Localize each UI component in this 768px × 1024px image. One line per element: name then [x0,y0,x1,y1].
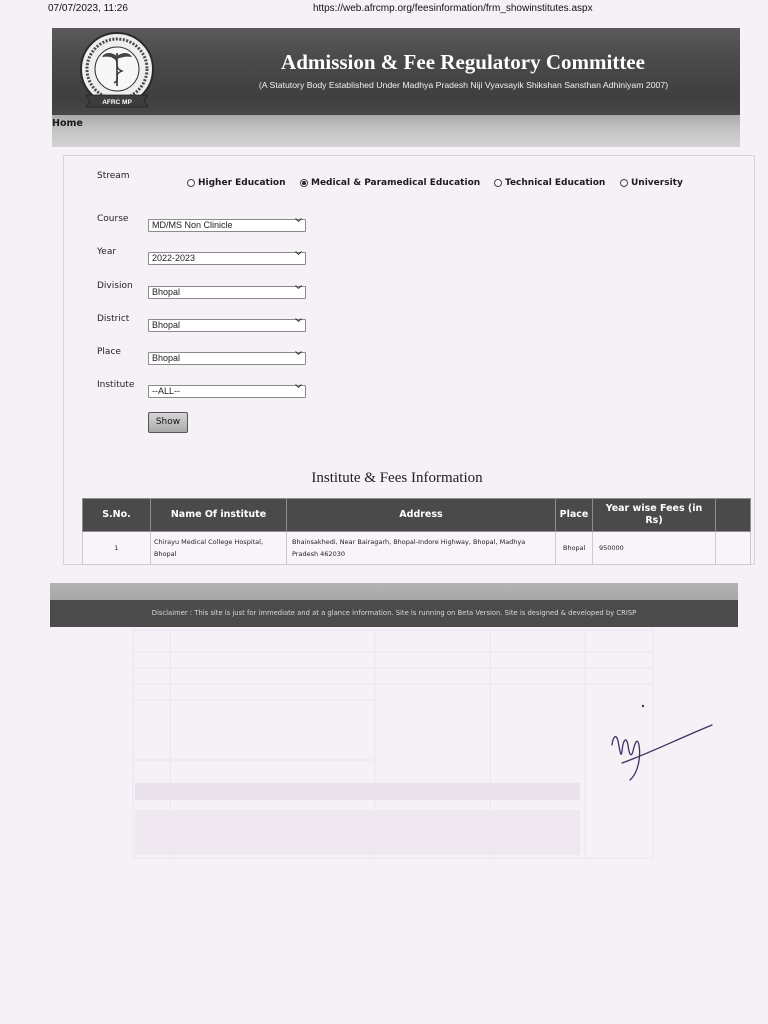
nav-home-link[interactable]: Home [52,118,83,129]
radio-button-icon[interactable] [187,179,195,187]
division-select[interactable] [148,286,306,299]
nav-bar [52,115,740,147]
print-datetime: 07/07/2023, 11:26 [48,3,128,14]
radio-button-icon[interactable] [620,179,628,187]
cell-blank [716,532,751,565]
handwritten-signature [600,695,720,787]
district-select[interactable] [148,319,306,332]
table-body [83,532,751,565]
show-button[interactable]: Show [148,412,188,433]
table-row [83,532,751,565]
chevron-down-icon[interactable] [295,251,302,255]
cell-institute-name: Chirayu Medical College Hospital, Bhopal [151,532,287,565]
stream-option-higher-education[interactable] [187,177,286,189]
division-dropdown[interactable] [148,280,306,293]
chevron-down-icon[interactable] [295,218,302,222]
stream-option-university[interactable] [620,177,683,189]
column-header-sno: S.No. [83,499,151,532]
course-select[interactable] [148,219,306,232]
column-header-institute: Name Of institute [151,499,287,532]
site-subtitle: (A Statutory Body Established Under Madhya Pradesh Niji Vyavsayik Shikshan Sansthan Adhiniyam 2007) [258,80,669,90]
column-header-address: Address [287,499,556,532]
stream-label: Stream [97,171,130,181]
stream-option-label[interactable]: Higher Education [198,178,286,188]
cell-sno: 1 [83,532,151,565]
print-url: https://web.afrcmp.org/feesinformation/frm_showinstitutes.aspx [313,3,593,14]
column-header-blank [716,499,751,532]
chevron-down-icon[interactable] [295,285,302,289]
chevron-down-icon[interactable] [295,351,302,355]
chevron-down-icon[interactable] [295,384,302,388]
institute-select[interactable] [148,385,306,398]
cell-place: Bhopal [556,532,593,565]
site-title: Admission & Fee Regulatory Committee [281,50,645,74]
footer-top-strip [50,583,738,600]
institute-label: Institute [97,380,135,390]
division-label: Division [97,281,133,291]
footer-disclaimer: Disclaimer : This site is just for immediate and at a glance information. Site is running on Beta Version. Site is designed & developed by CRISP [151,609,637,617]
chevron-down-icon[interactable] [295,318,302,322]
place-select[interactable] [148,352,306,365]
stream-option-technical-education[interactable] [494,177,605,189]
course-label: Course [97,214,129,224]
column-header-fees: Year wise Fees (in Rs) [593,499,716,532]
stream-option-medical-paramedical[interactable] [300,177,480,189]
district-label: District [97,314,130,324]
district-dropdown[interactable] [148,313,306,326]
radio-button-icon[interactable] [494,179,502,187]
results-heading: Institute & Fees Information [311,470,483,486]
institute-dropdown[interactable] [148,379,306,392]
year-select[interactable] [148,252,306,265]
table-header-row [83,499,751,532]
place-label: Place [97,347,121,357]
place-dropdown[interactable] [148,346,306,359]
institute-fees-table [82,498,751,565]
afrc-logo-icon[interactable] [74,29,160,115]
year-label: Year [97,247,117,257]
logo-ribbon-text: AFRC MP [102,99,132,106]
stream-option-label[interactable]: Medical & Paramedical Education [311,178,481,188]
stream-option-label[interactable]: University [631,178,683,188]
stream-option-label[interactable]: Technical Education [505,178,606,188]
course-dropdown[interactable] [148,213,306,226]
table-header [83,499,751,532]
cell-fees: 950000 [593,532,716,565]
radio-button-icon[interactable] [300,179,308,187]
year-dropdown[interactable] [148,246,306,259]
column-header-place: Place [556,499,593,532]
cell-address: Bhainsakhedi, Near Bairagarh, Bhopal-Indore Highway, Bhopal, Madhya Pradesh 462030 [287,532,556,565]
